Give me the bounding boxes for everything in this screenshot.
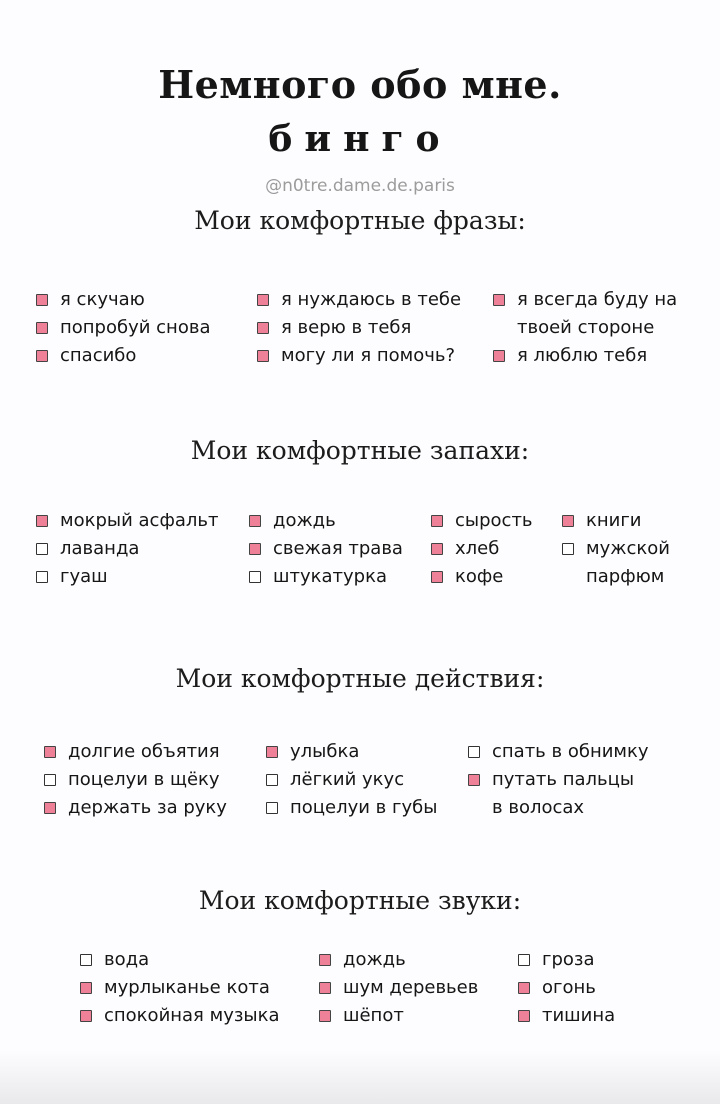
bingo-item-label: тишина [542,1005,616,1026]
bottom-fade [0,1050,720,1104]
checkbox-icon[interactable] [249,571,261,583]
bingo-item-label: я верю в тебя [281,317,412,338]
checkbox-icon[interactable] [257,350,269,362]
section-title-phrases: Мои комфортные фразы: [194,206,526,235]
bingo-item-label: спокойная музыка [104,1005,280,1026]
checkbox-icon[interactable] [257,322,269,334]
checkbox-icon[interactable] [44,774,56,786]
bingo-item[interactable] [493,286,677,314]
bingo-item[interactable] [266,794,437,822]
bingo-item[interactable] [36,563,108,591]
bingo-item[interactable] [80,946,149,974]
bingo-item[interactable] [431,507,533,535]
bingo-item-label: лаванда [60,538,140,559]
checkbox-icon[interactable] [431,543,443,555]
bingo-item[interactable] [249,507,336,535]
checkbox-icon[interactable] [80,1010,92,1022]
checkbox-icon[interactable] [44,802,56,814]
bingo-item-label: шёпот [343,1005,404,1026]
bingo-item-label: я люблю тебя [517,345,648,366]
bingo-item[interactable] [493,342,647,370]
bingo-item-label: я скучаю [60,289,145,310]
bingo-item[interactable] [562,535,670,563]
bingo-item[interactable] [36,314,210,342]
bingo-item[interactable] [266,766,404,794]
bingo-item-label: попробуй снова [60,317,211,338]
bingo-item-label: поцелуи в щёку [68,769,220,790]
checkbox-icon[interactable] [266,802,278,814]
bingo-item[interactable] [36,342,136,370]
checkbox-icon[interactable] [319,982,331,994]
bingo-item-label: вода [104,949,150,970]
checkbox-icon[interactable] [431,571,443,583]
bingo-item-label: поцелуи в губы [290,797,438,818]
bingo-item-label: дождь [273,510,336,531]
bingo-item[interactable] [44,794,227,822]
bingo-item[interactable] [249,535,403,563]
bingo-item-label: путать пальцы [492,769,635,790]
bingo-item-label: сырость [455,510,533,531]
checkbox-icon[interactable] [468,746,480,758]
bingo-item[interactable] [257,286,461,314]
checkbox-icon[interactable] [44,746,56,758]
bingo-item-label: хлеб [455,538,500,559]
checkbox-icon[interactable] [493,350,505,362]
bingo-item[interactable] [562,507,642,535]
checkbox-icon[interactable] [36,322,48,334]
checkbox-icon[interactable] [518,982,530,994]
section-title-sounds: Мои комфортные звуки: [198,886,522,915]
section-title-actions: Мои комфортные действия: [175,664,545,693]
checkbox-icon[interactable] [257,294,269,306]
checkbox-icon[interactable] [80,954,92,966]
section-title-smells: Мои комфортные запахи: [190,436,530,465]
bingo-item[interactable] [44,766,220,794]
bingo-item[interactable] [266,738,359,766]
bingo-item-label: спасибо [60,345,137,366]
bingo-item[interactable] [319,974,478,1002]
checkbox-icon[interactable] [493,294,505,306]
bingo-item-label: свежая трава [273,538,403,559]
bingo-item-label: кофе [455,566,504,587]
checkbox-icon[interactable] [562,543,574,555]
bingo-item[interactable] [468,766,634,794]
bingo-item-label: лёгкий укус [290,769,405,790]
bingo-item[interactable] [80,1002,280,1030]
bingo-item-label: мокрый асфальт [60,510,219,531]
checkbox-icon[interactable] [36,515,48,527]
bingo-item[interactable] [36,286,145,314]
checkbox-icon[interactable] [80,982,92,994]
bingo-item-label: огонь [542,977,596,998]
bingo-item-label: спать в обнимку [492,741,649,762]
bingo-item[interactable] [518,974,596,1002]
bingo-item[interactable] [468,738,649,766]
page-subtitle: бинго [268,118,452,160]
bingo-item[interactable] [44,738,220,766]
checkbox-icon[interactable] [36,294,48,306]
checkbox-icon[interactable] [468,774,480,786]
bingo-item-label: я всегда буду на [517,289,678,310]
bingo-item[interactable] [257,342,455,370]
page-title: Немного обо мне. [158,62,562,107]
bingo-item[interactable] [319,1002,404,1030]
author-handle: @n0tre.dame.de.paris [265,176,455,196]
checkbox-icon[interactable] [36,350,48,362]
bingo-item[interactable] [431,563,503,591]
bingo-item-label: штукатурка [273,566,387,587]
bingo-item[interactable] [36,507,218,535]
bingo-item[interactable] [36,535,139,563]
bingo-item-label: гроза [542,949,595,970]
checkbox-icon[interactable] [319,1010,331,1022]
bingo-item[interactable] [518,1002,615,1030]
checkbox-icon[interactable] [36,571,48,583]
bingo-item-label: держать за руку [68,797,227,818]
bingo-item-label: улыбка [290,741,360,762]
checkbox-icon[interactable] [518,954,530,966]
bingo-item[interactable] [518,946,595,974]
bingo-item-label: мурлыканье кота [104,977,270,998]
bingo-item-label: гуаш [60,566,108,587]
bingo-item[interactable] [319,946,406,974]
checkbox-icon[interactable] [249,543,261,555]
checkbox-icon[interactable] [266,746,278,758]
checkbox-icon[interactable] [249,515,261,527]
bingo-item-label: могу ли я помочь? [281,345,456,366]
bingo-item-label: мужской [586,538,670,559]
bingo-item-label: долгие объятия [68,741,220,762]
bingo-item[interactable] [249,563,387,591]
checkbox-icon[interactable] [319,954,331,966]
bingo-item[interactable] [431,535,499,563]
bingo-item-continuation: в волосах [492,797,585,818]
bingo-item-label: я нуждаюсь в тебе [281,289,462,310]
checkbox-icon[interactable] [36,543,48,555]
checkbox-icon[interactable] [518,1010,530,1022]
bingo-item-label: книги [586,510,642,531]
bingo-item-continuation: парфюм [586,566,665,587]
bingo-item[interactable] [80,974,270,1002]
checkbox-icon[interactable] [562,515,574,527]
bingo-item-label: дождь [343,949,406,970]
bingo-item-continuation: твоей стороне [517,317,655,338]
bingo-item-label: шум деревьев [343,977,479,998]
checkbox-icon[interactable] [431,515,443,527]
bingo-item[interactable] [257,314,411,342]
checkbox-icon[interactable] [266,774,278,786]
